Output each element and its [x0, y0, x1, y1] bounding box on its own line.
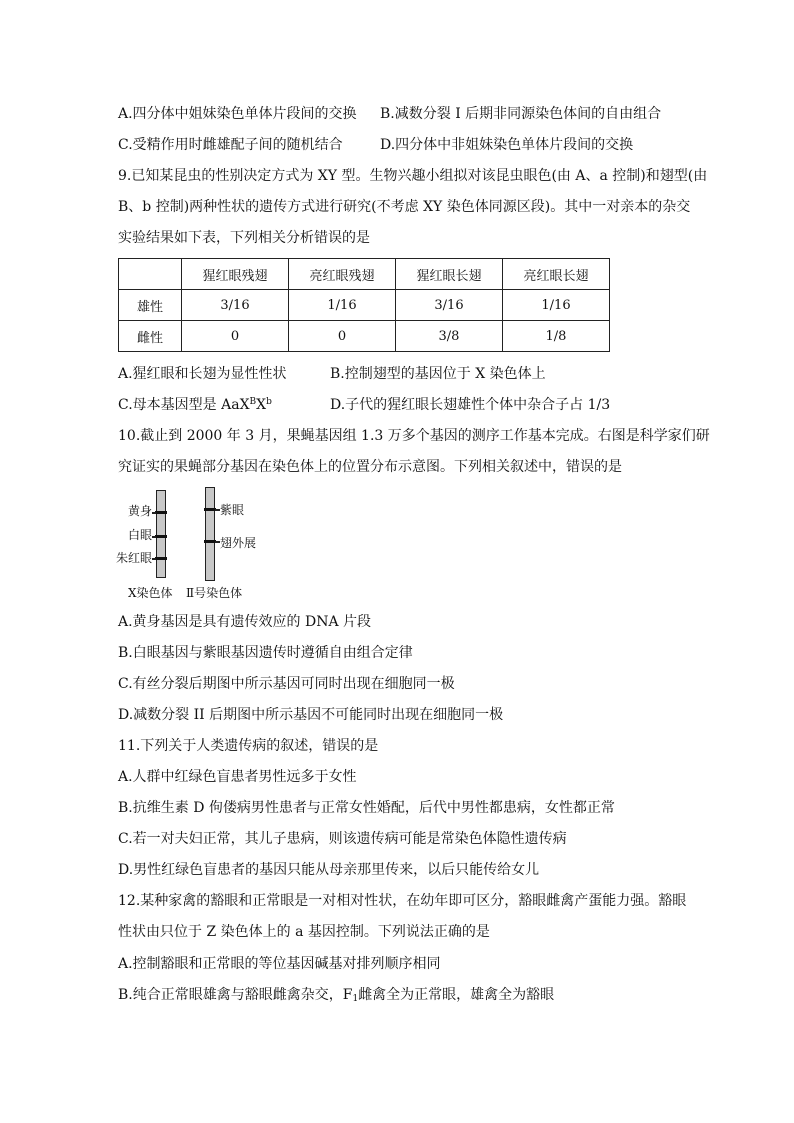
q9-option-a: A.猩红眼和长翅为显性性状 — [118, 366, 287, 382]
q12-option-a: A.控制豁眼和正常眼的等位基因碱基对排列顺序相同 — [118, 956, 441, 972]
table-header-row — [119, 259, 610, 290]
q10-option-a: A.黄身基因是具有遗传效应的 DNA 片段 — [118, 614, 372, 630]
q9-option-c-sup-1: B — [249, 397, 257, 407]
q12-stem-line-2: 性状由只位于 Z 染色体上的 a 基因控制。下列说法正确的是 — [118, 924, 490, 940]
x-band-yellow-body — [155, 511, 167, 514]
chromosome-ii-caption: Ⅱ号染色体 — [186, 586, 243, 600]
q9-stem-line-1: 9.已知某昆虫的性别决定方式为 XY 型。生物兴趣小组拟对该昆虫眼色(由 A、a 控制)和翅型(由 — [118, 168, 708, 184]
q12-option-b — [118, 985, 554, 1005]
q9-stem-line-3: 实验结果如下表，下列相关分析错误的是 — [118, 230, 370, 246]
table-cell: 3/8 — [396, 321, 503, 352]
table-cell: 0 — [182, 321, 289, 352]
q9-results-table — [118, 258, 610, 352]
q12-option-b-prefix: B.纯合正常眼雄禽与豁眼雌禽杂交，F — [118, 987, 353, 1003]
q11-option-b: B.抗维生素 D 佝偻病男性患者与正常女性婚配，后代中男性都患病，女性都正常 — [118, 800, 615, 816]
q12-option-b-suffix: 雌禽全为正常眼，雄禽全为豁眼 — [358, 987, 555, 1003]
chromosome-ii — [205, 487, 215, 581]
q9-option-c-sup-2: b — [266, 397, 272, 407]
q11-option-c: C.若一对夫妇正常，其儿子患病，则该遗传病可能是常染色体隐性遗传病 — [118, 831, 567, 847]
q8-option-c: C.受精作用时雌雄配子间的随机结合 — [118, 137, 343, 153]
table-header-cell: 亮红眼残翅 — [289, 259, 396, 290]
x-gene-label: 朱红眼 — [116, 551, 153, 565]
q9-option-b: B.控制翅型的基因位于 X 染色体上 — [330, 366, 546, 382]
ii-gene-label: 翅外展 — [220, 536, 257, 550]
x-chromosome — [156, 490, 166, 578]
table-cell: 3/16 — [396, 290, 503, 321]
table-row-label: 雌性 — [119, 321, 182, 352]
x-chromosome-caption: X染色体 — [128, 586, 173, 600]
x-band-white-eye — [155, 535, 167, 538]
table-cell: 0 — [289, 321, 396, 352]
table-header-cell: 猩红眼长翅 — [396, 259, 503, 290]
table-header-cell: 猩红眼残翅 — [182, 259, 289, 290]
x-gene-label: 黄身 — [128, 504, 153, 518]
table-corner-cell — [119, 259, 182, 290]
q9-stem-line-2: B、b 控制)两种性状的遗传方式进行研究(不考虑 XY 染色体同源区段)。其中一对亲本的杂交 — [118, 199, 691, 215]
table-cell: 1/16 — [503, 290, 610, 321]
table-row — [119, 321, 610, 352]
q10-option-c: C.有丝分裂后期图中所示基因可同时出现在细胞同一极 — [118, 676, 455, 692]
q10-option-b: B.白眼基因与紫眼基因遗传时遵循自由组合定律 — [118, 645, 413, 661]
ii-gene-label: 紫眼 — [220, 503, 245, 517]
x-gene-label: 白眼 — [128, 528, 153, 542]
q11-stem: 11.下列关于人类遗传病的叙述，错误的是 — [118, 738, 379, 754]
table-row-label: 雄性 — [119, 290, 182, 321]
table-cell: 1/8 — [503, 321, 610, 352]
q11-option-a: A.人群中红绿色盲患者男性远多于女性 — [118, 769, 357, 785]
q11-option-d: D.男性红绿色盲患者的基因只能从母亲那里传来，以后只能传给女儿 — [118, 862, 540, 878]
table-cell: 1/16 — [289, 290, 396, 321]
q10-stem-line-1: 10.截止到 2000 年 3 月，果蝇基因组 1.3 万多个基因的测序工作基本完成。右图是科学家们研 — [118, 428, 710, 444]
q9-option-d: D.子代的猩红眼长翅雄性个体中杂合子占 1/3 — [330, 397, 611, 413]
q9-option-c-prefix: C.母本基因型是 AaX — [118, 397, 250, 413]
q9-option-c — [118, 395, 272, 415]
q8-option-b: B.减数分裂 I 后期非同源染色体间的自由组合 — [380, 106, 662, 122]
q8-option-d: D.四分体中非姐妹染色单体片段间的交换 — [380, 137, 634, 153]
x-tick — [152, 512, 156, 514]
table-row — [119, 290, 610, 321]
table-header-cell: 亮红眼长翅 — [503, 259, 610, 290]
q10-option-d: D.减数分裂 II 后期图中所示基因不可能同时出现在细胞同一极 — [118, 707, 504, 723]
q9-option-c-mid: X — [256, 397, 267, 413]
q12-option-b-sub: 1 — [352, 994, 359, 1004]
x-tick — [152, 558, 156, 560]
q10-stem-line-2: 究证实的果蝇部分基因在染色体上的位置分布示意图。下列相关叙述中，错误的是 — [118, 459, 622, 475]
x-band-cinnabar-eye — [155, 557, 167, 560]
table-cell: 3/16 — [182, 290, 289, 321]
q12-stem-line-1: 12.某种家禽的豁眼和正常眼是一对相对性状，在幼年即可区分，豁眼雌禽产蛋能力强。豁眼 — [118, 893, 687, 909]
q8-option-a: A.四分体中姐妹染色单体片段间的交换 — [118, 106, 357, 122]
x-tick — [152, 536, 156, 538]
